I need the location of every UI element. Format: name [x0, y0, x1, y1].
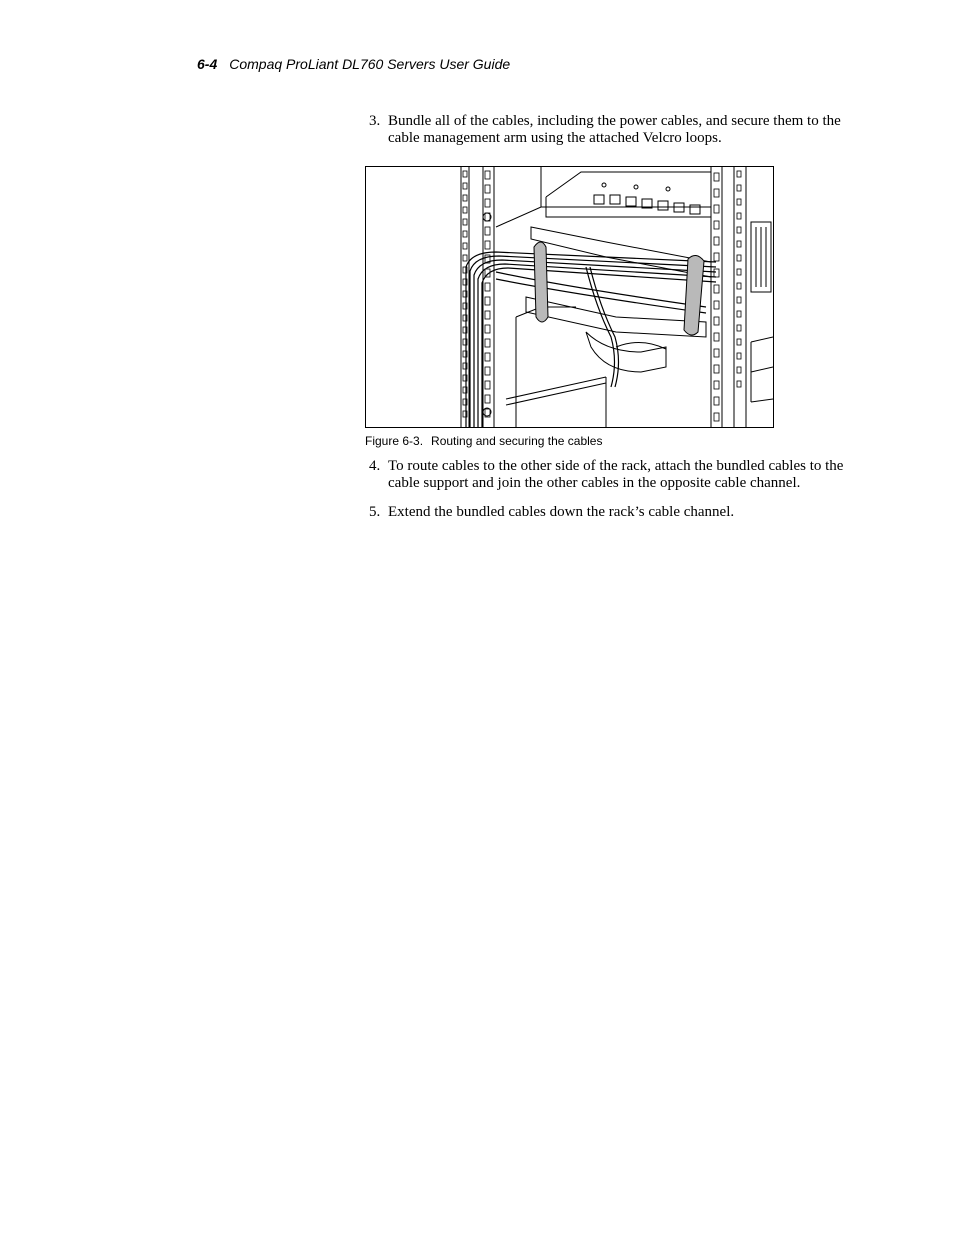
figure-caption-text: Routing and securing the cables	[431, 434, 603, 448]
page-header	[197, 56, 510, 72]
step-number: 4.	[369, 458, 381, 474]
rack-cable-illustration	[365, 166, 774, 428]
page-number: 6-4	[197, 56, 218, 72]
step-number: 3.	[369, 113, 381, 129]
step-text: Extend the bundled cables down the rack’s cable channel.	[388, 504, 735, 520]
figure-caption	[365, 434, 602, 448]
step-text: Bundle all of the cables, including the power cables, and secure them to the cable management arm using the attached Velcro loops.	[388, 113, 841, 146]
figure-label: Figure 6-3.	[365, 434, 424, 448]
step-3	[369, 113, 844, 147]
cable-bundle	[466, 252, 716, 427]
step-number: 5.	[369, 504, 381, 520]
guide-title: Compaq ProLiant DL760 Servers User Guide	[229, 56, 511, 72]
server-rear-ports	[546, 172, 711, 217]
right-rack-rail	[711, 167, 773, 427]
step-4	[369, 458, 844, 492]
step-5	[369, 504, 844, 521]
step-text: To route cables to the other side of the rack, attach the bundled cables to the cable support and join the other cables in the opposite cable channel.	[388, 458, 844, 491]
